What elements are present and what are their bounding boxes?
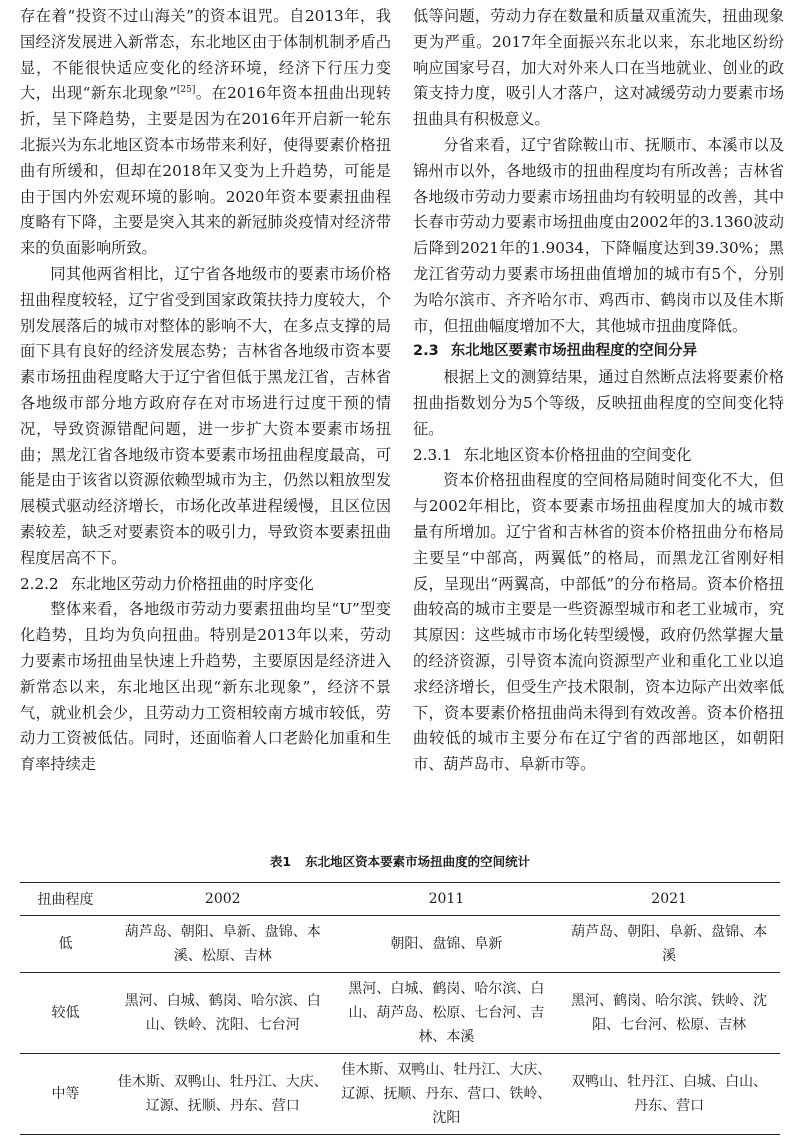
right-column <box>413 4 784 814</box>
right-paragraph-2: 分省来看，辽宁省除鞍山市、抚顺市、本溪市以及锦州市以外，各地级市的扭曲程度均有所改善；吉林省各地级市劳动力要素市场扭曲均有较明显的改善，其中长春市劳动力要素市场扭曲度由2002年的3.1360波动后降到2021年的1.9034，下降幅度达到39.30%；黑龙江省劳动力要素市场扭曲值增加的城市有5个，分别为哈尔滨市、齐齐哈尔市、鸡西市、鹤岗市以及佳木斯市，但扭曲幅度增加不大，其他城市扭曲度降低。 <box>413 135 784 335</box>
cell-2002: 佳木斯、双鸭山、牡丹江、大庆、辽源、抚顺、丹东、营口 <box>117 1074 328 1114</box>
section-heading-2-3 <box>413 339 784 365</box>
cell-level: 低 <box>58 936 73 952</box>
header-level: 扭曲程度 <box>37 892 94 908</box>
table-header-row <box>20 883 780 916</box>
distortion-table <box>20 882 780 1135</box>
cell-2011: 黑河、白城、鹤岗、哈尔滨、白山、葫芦岛、松原、七台河、吉林、本溪 <box>348 981 545 1045</box>
right-paragraph-3: 根据上文的测算结果，通过自然断点法将要素价格扭曲指数划分为5个等级，反映扭曲程度的空间变化特征。 <box>413 368 784 438</box>
cell-2021: 黑河、鹤岗、哈尔滨、铁岭、沈阳、七台河、松原、吉林 <box>571 993 768 1033</box>
table-row <box>20 916 780 973</box>
citation-25: [25] <box>176 85 196 96</box>
right-paragraph-1: 低等问题，劳动力存在数量和质量双重流失，扭曲现象更为严重。2017年全面振兴东北以来，东北地区纷纷响应国家号召，加大对外来人口在当地就业、创业的政策支持力度，吸引人才落户，这对减缓劳动力要素市场扭曲具有积极意义。 <box>413 7 784 129</box>
table-caption-label: 表1 <box>269 854 292 869</box>
left-paragraph-1-text-b: 。在2016年资本扭曲出现转折，呈下降趋势，主要是因为在2016年开启新一轮东北振兴为东北地区资本市场带来利好，使得要素价格扭曲有所缓和，但却在2018年又变为上升趋势，可能是由于国内外宏观环境的影响。2020年资本要素扭曲程度略有下降，主要是突入其来的新冠肺炎疫情对经济带来的负面影响所致。 <box>20 84 392 258</box>
right-paragraph-4: 资本价格扭曲程度的空间格局随时间变化不大，但与2002年相比，资本要素市场扭曲程度加大的城市数量有所增加。辽宁省和吉林省的资本价格扭曲分布格局主要呈“中部高，两翼低”的格局，而黑龙江省刚好相反，呈现出“两翼高，中部低”的分布格局。资本价格扭曲较高的城市主要是一些资源型城市和老工业城市，究其原因：这些城市市场化转型缓慢，政府仍然掌握大量的经济资源，引导资本流向资源型产业和重化工业以追求经济增长，但受生产技术限制，资本边际产出效率低下，资本要素价格扭曲尚未得到有效改善。资本价格扭曲较低的城市主要分布在辽宁省的西部地区，如朝阳市、葫芦岛市、阜新市等。 <box>413 471 784 774</box>
body-columns <box>20 4 784 814</box>
table-caption <box>20 852 780 870</box>
cell-2002: 葫芦岛、朝阳、阜新、盘锦、本溪、松原、吉林 <box>124 924 321 964</box>
section-number: 2.2.2 <box>20 574 59 593</box>
cell-level: 中等 <box>51 1086 80 1102</box>
left-paragraph-3: 整体来看，各地级市劳动力要素扭曲均呈“U”型变化趋势，且均为负向扭曲。特别是2013年以来，劳动力要素市场扭曲呈快速上升趋势，主要原因是经济进入新常态以来，东北地区出现“新东北现象”，经济不景气，就业机会少，且劳动力工资相较南方城市较低，劳动力工资被低估。同时，还面临着人口老龄化加重和生育率持续走 <box>20 600 391 774</box>
left-paragraph-1 <box>20 4 391 262</box>
section-number: 2.3 <box>413 343 439 360</box>
table-row <box>20 1054 780 1135</box>
section-title: 东北地区劳动力价格扭曲的时序变化 <box>70 574 314 593</box>
section-number: 2.3.1 <box>413 445 452 464</box>
section-title: 东北地区要素市场扭曲程度的空间分异 <box>450 343 698 360</box>
cell-level: 较低 <box>51 1005 80 1021</box>
table-caption-title: 东北地区资本要素市场扭曲度的空间统计 <box>305 854 531 869</box>
header-2002: 2002 <box>204 891 241 907</box>
cell-2002: 黑河、白城、鹤岗、哈尔滨、白山、铁岭、沈阳、七台河 <box>124 993 321 1033</box>
cell-2011: 朝阳、盘锦、阜新 <box>390 936 503 952</box>
section-heading-2-2-2 <box>20 572 391 598</box>
left-paragraph-1-text-a: 存在着“投资不过山海关”的资本诅咒。自2013年，我国经济发展进入新常态，东北地区由于体制机制矛盾凸显，不能很快适应变化的经济环境，经济下行压力变大，出现“新东北现象” <box>20 7 391 103</box>
section-heading-2-3-1 <box>413 443 784 469</box>
cell-2011: 佳木斯、双鸭山、牡丹江、大庆、辽源、抚顺、丹东、营口、铁岭、沈阳 <box>341 1062 552 1126</box>
header-2021: 2021 <box>651 891 687 907</box>
header-2011: 2011 <box>428 891 465 907</box>
section-title: 东北地区资本价格扭曲的空间变化 <box>463 445 692 464</box>
table-row <box>20 973 780 1054</box>
cell-2021: 葫芦岛、朝阳、阜新、盘锦、本溪 <box>571 924 768 964</box>
cell-2021: 双鸭山、牡丹江、白城、白山、丹东、营口 <box>571 1074 768 1114</box>
left-column <box>20 4 391 814</box>
table-1 <box>20 852 780 1135</box>
left-paragraph-2: 同其他两省相比，辽宁省各地级市的要素市场价格扭曲程度较轻，辽宁省受到国家政策扶持力度较大，个别发展落后的城市对整体的影响不大，在多点支撑的局面下具有良好的经济发展态势；吉林省各地级市资本要素市场扭曲程度略大于辽宁省但低于黑龙江省，吉林省各地级市部分地方政府存在对市场进行过度干预的情况，导致资源错配问题，进一步扩大资本要素市场扭曲；黑龙江省各地级市资本要素市场扭曲程度最高，可能是由于该省以资源依赖型城市为主，仍然以粗放型发展模式驱动经济增长，市场化改革进程缓慢，且区位因素较差，缺乏对要素资本的吸引力，导致资本要素扭曲程度居高不下。 <box>20 264 391 567</box>
